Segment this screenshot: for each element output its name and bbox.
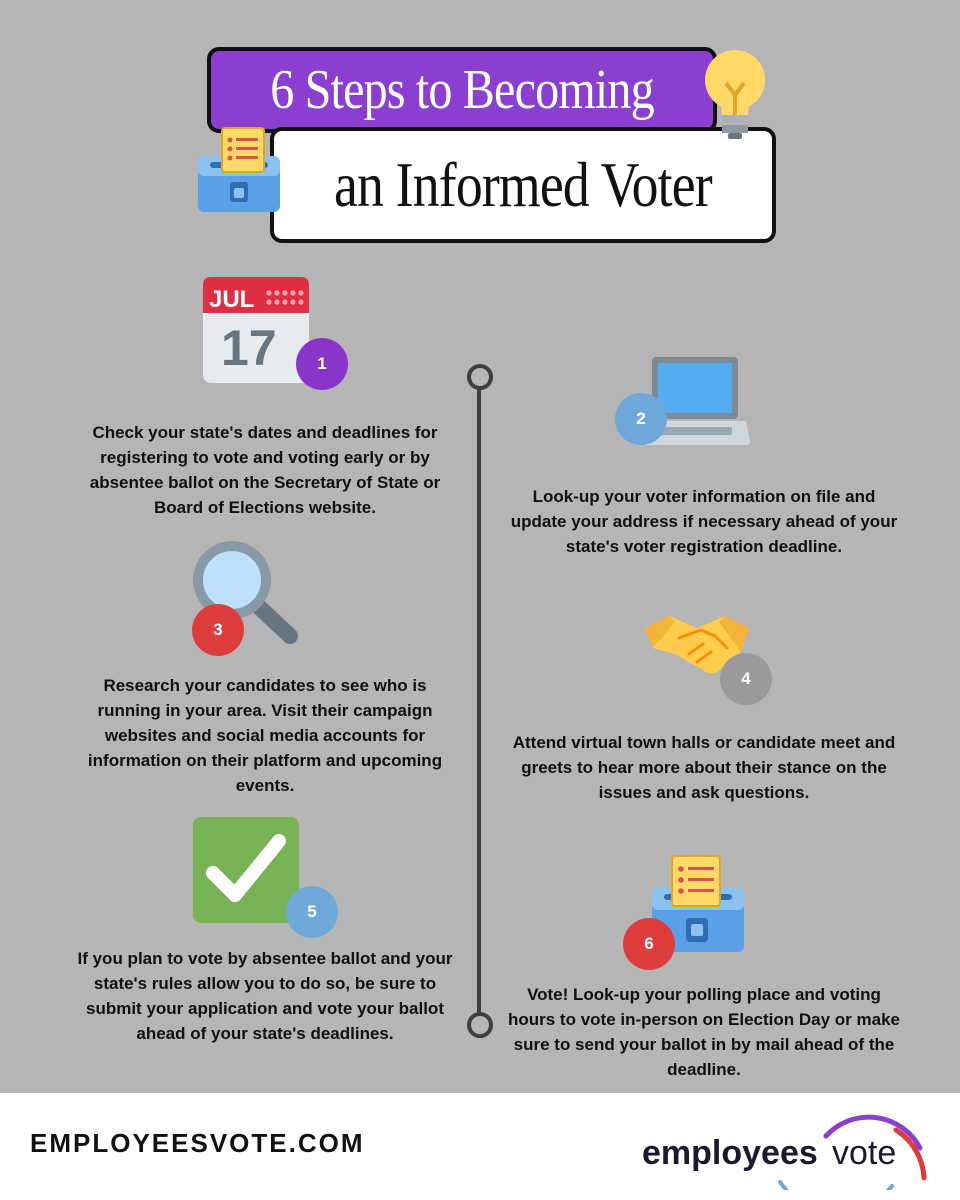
step-1-badge: 1 [296, 338, 348, 390]
step-5-text: If you plan to vote by absentee ballot and your state's rules allow you to do so, be sure to submit your application and vote your ballot ahead of your state's deadlines. [77, 949, 453, 1043]
step-3-text: Research your candidates to see who is running in your area. Visit their campaign websites and social media accounts for information on their platform and upcoming events. [87, 676, 443, 795]
step-5-badge: 5 [286, 886, 338, 938]
step-1-text: Check your state's dates and deadlines for registering to vote and voting early or by absentee ballot on the Secretary of State or Board of Elections website. [89, 423, 441, 517]
timeline-end-dot [467, 1012, 493, 1038]
footer-website-link[interactable]: EMPLOYEESVOTE.COM [30, 1128, 365, 1158]
step-2-text: Look-up your voter information on file and update your address if necessary ahead of your state's voter registration deadline. [510, 487, 898, 556]
logo-word-employees: employees [642, 1134, 818, 1172]
calendar-month: JUL [209, 286, 255, 313]
timeline-line [477, 376, 481, 1022]
calendar-icon [203, 277, 309, 383]
timeline-start-dot [467, 364, 493, 390]
calendar-day: 17 [221, 320, 277, 376]
lightbulb-icon [700, 45, 770, 145]
logo-word-vote: vote [832, 1134, 897, 1172]
ballot-box-icon [196, 126, 282, 216]
title-line-2: an Informed Voter [334, 149, 712, 220]
title-banner-top [207, 47, 717, 133]
checkmark-icon [193, 817, 299, 923]
step-4-text: Attend virtual town halls or candidate meet and greets to hear more about their stance on the issues and ask questions. [512, 733, 896, 802]
employees-vote-logo[interactable] [630, 1108, 930, 1190]
title-line-1: 6 Steps to Becoming [270, 59, 654, 121]
step-4-badge: 4 [720, 653, 772, 705]
step-2-badge: 2 [615, 393, 667, 445]
step-6-text: Vote! Look-up your polling place and voting hours to vote in-person on Election Day or make sure to send your ballot in by mail ahead of the deadline. [507, 985, 900, 1079]
step-6-badge: 6 [623, 918, 675, 970]
step-3-badge: 3 [192, 604, 244, 656]
